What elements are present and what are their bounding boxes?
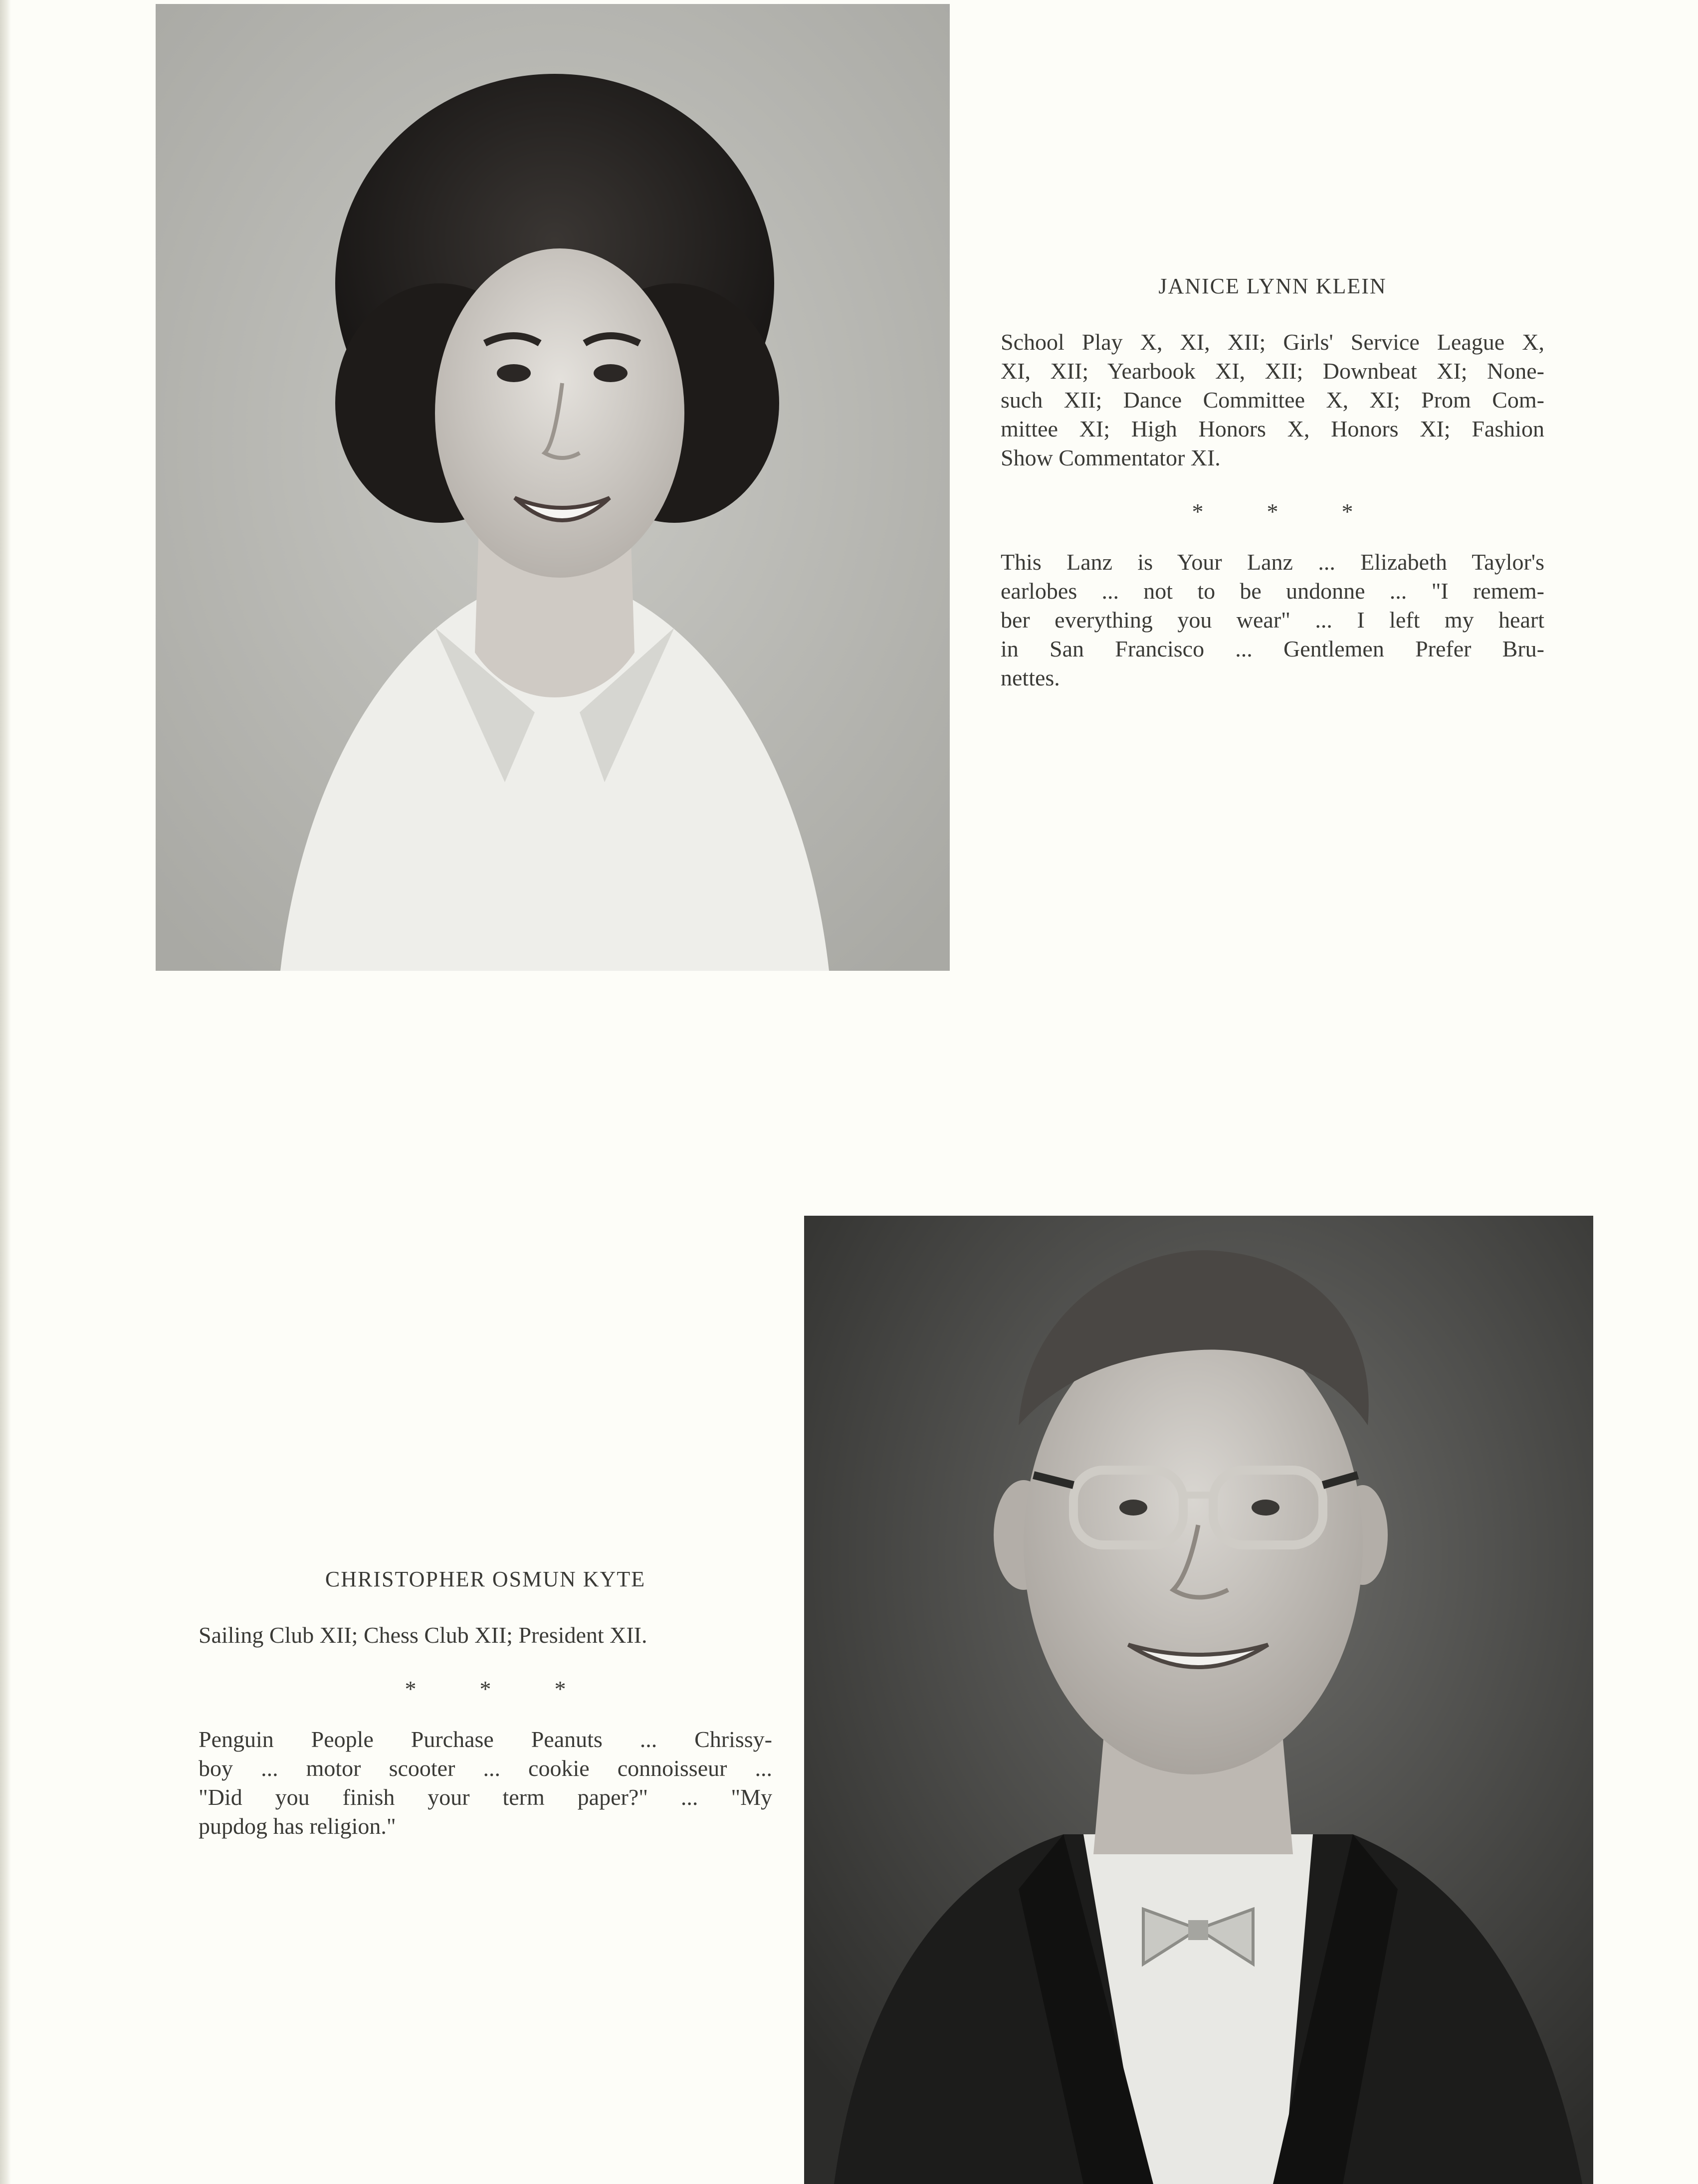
asterisk: * [1341,499,1353,524]
quotes-line: nettes. [1001,665,1060,690]
activities-line: such XII; Dance Committee X, XI; Prom Com- [1001,387,1544,413]
activities-line: XI, XII; Yearbook XI, XII; Downbeat XI; None- [1001,358,1544,384]
page-binding-edge [0,0,11,2184]
student-name: CHRISTOPHER OSMUN KYTE [325,1567,646,1591]
separator-asterisks [1001,498,1544,525]
portrait-photo-kyte [804,1216,1593,2184]
quotes-line: ber everything you wear" ... I left my heart [1001,607,1544,633]
quotes-line: "Did you finish your term paper?" ... "My [199,1784,772,1810]
quotes-text [1001,548,1544,692]
activities-text [199,1621,772,1650]
quotes-text [199,1725,772,1841]
student-name: JANICE LYNN KLEIN [1158,274,1387,298]
asterisk: * [479,1676,491,1702]
quotes-line: boy ... motor scooter ... cookie connoisseur ... [199,1755,772,1781]
quotes-line: earlobes ... not to be undonne ... "I remem- [1001,578,1544,604]
quotes-line: This Lanz is Your Lanz ... Elizabeth Taylor's [1001,549,1544,575]
quotes-line: Penguin People Purchase Peanuts ... Chrissy- [199,1727,772,1752]
activities-line: School Play X, XI, XII; Girls' Service League X, [1001,329,1544,355]
asterisk: * [1192,499,1204,524]
asterisk: * [405,1676,417,1702]
portrait-photo-klein [156,4,950,971]
quotes-line: in San Francisco ... Gentlemen Prefer Bru- [1001,636,1544,661]
activities-line: Show Commentator XI. [1001,445,1221,470]
asterisk: * [1267,499,1278,524]
activities-line: Sailing Club XII; Chess Club XII; President XII. [199,1622,647,1648]
entry-klein [1001,273,1544,692]
activities-text [1001,328,1544,472]
entry-kyte [199,1566,772,1841]
separator-asterisks [199,1676,772,1702]
activities-line: mittee XI; High Honors X, Honors XI; Fashion [1001,416,1544,441]
quotes-line: pupdog has religion." [199,1813,396,1839]
asterisk: * [554,1676,566,1702]
